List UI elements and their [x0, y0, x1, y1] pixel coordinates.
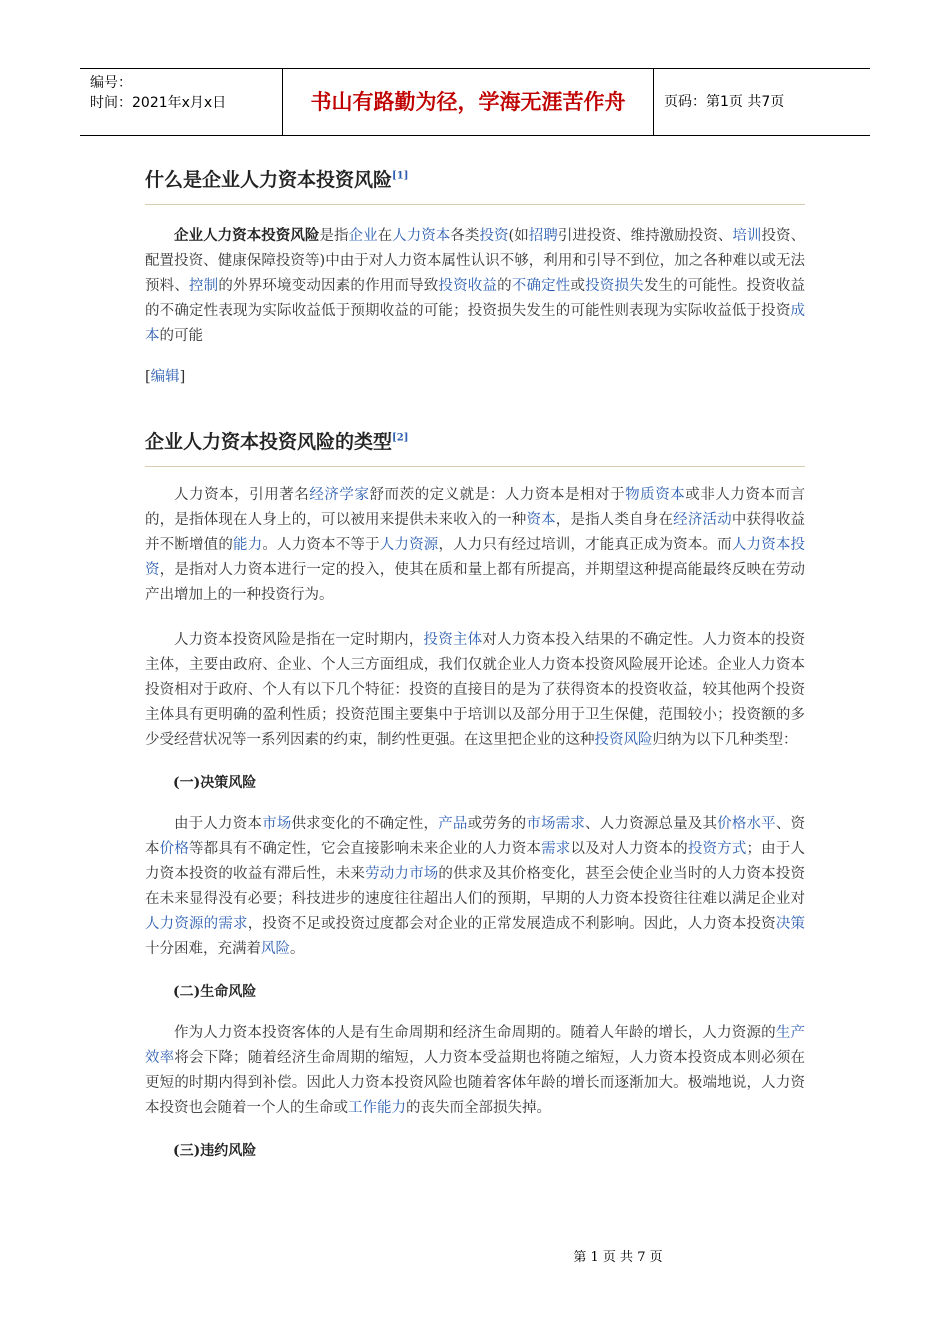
- text-run: 的外界环境变动因素的作用而导致: [218, 278, 439, 294]
- text-run: 将会下降；随着经济生命周期的缩短，人力资本受益期也将随之缩短，人力资本投资成本则必须在更短的时期内得到补偿。因此人力资本投资风险也随着客体年龄的增长而逐渐加大。极端地说，人力资本投资也会随着一个人的生命或: [145, 1050, 805, 1116]
- term-link[interactable]: 投资: [479, 228, 509, 244]
- term-link[interactable]: 投资方式: [687, 841, 747, 857]
- term-link[interactable]: 招聘: [528, 228, 558, 244]
- text-run: ，是指对人力资本进行一定的投入，使其在质和量上都有所提高，并期望这种提高能最终反映在劳动产出增加上的一种投资行为。: [145, 562, 805, 603]
- edit-link[interactable]: 编辑: [150, 369, 180, 385]
- text-run: 、资本: [145, 816, 806, 857]
- term-link[interactable]: 物质资本: [625, 487, 686, 503]
- text-run: 的可能: [159, 328, 203, 344]
- term-link[interactable]: 控制: [189, 278, 219, 294]
- text-run: 十分困难，充满着: [145, 941, 261, 957]
- number-label: 编号：: [90, 75, 132, 91]
- subheading-default-risk: (三)违约风险: [173, 1143, 257, 1159]
- text-run: 各类: [450, 228, 480, 244]
- term-link[interactable]: 产品: [438, 816, 468, 832]
- term-link[interactable]: 不确定性: [511, 278, 571, 294]
- edit-bracket-close: ]: [179, 369, 186, 385]
- term-link[interactable]: 市场: [262, 816, 292, 832]
- header-page-label: 页码：第1页 共7页: [664, 94, 785, 110]
- document-header: [80, 68, 870, 136]
- subheading-life-risk: (二)生命风险: [173, 984, 257, 1000]
- page-footer: 第 1 页 共 7 页: [573, 1250, 663, 1265]
- text-run: 、人力资源总量及其: [585, 816, 718, 832]
- term-link[interactable]: 经济学家: [309, 487, 370, 503]
- term-link[interactable]: 市场需求: [526, 816, 586, 832]
- text-run: 对人力资本投入结果的不确定性。人力资本的投资主体，主要由政府、企业、个人三方面组成，我们仅就企业人力资本投资风险展开论述。企业人力资本投资相对于政府、个人有以下几个特征：投资的直接目的是为了获得资本的投资收益，较其他两个投资主体具有更明确的盈利性质；投资范围主要集中于培训以及部分用于卫生保健，范围较小；投资额的多少受经营状况等一系列因素的约束，制约性更强。在这里把企业的这种: [145, 632, 806, 748]
- term-link[interactable]: 价格水平: [717, 816, 776, 832]
- text-run: ，投资不足或投资过度都会对企业的正常发展造成不利影响。因此，人力资本投资: [247, 916, 776, 932]
- date-label: 时间：2021年x月x日: [90, 95, 227, 111]
- term-link[interactable]: 资本: [526, 512, 556, 528]
- text-run: ，人力只有经过培训，才能真正成为资本。而: [438, 537, 732, 553]
- term-link[interactable]: 价格: [159, 841, 190, 857]
- subheading-decision-risk: (一)决策风险: [173, 775, 257, 791]
- text-run: 。人力资本不等于: [262, 537, 380, 553]
- term-link[interactable]: 人力资本投资: [145, 537, 806, 578]
- term-link[interactable]: 投资损失: [585, 278, 644, 294]
- text-run: 投资、配置投资、健康保障投资等)中由于对人力资本属性认识不够，利用和引导不到位，加之各种难以或无法预料、: [145, 228, 806, 294]
- section-title-text: 什么是企业人力资本投资风险: [145, 169, 393, 191]
- reference-link-2[interactable]: [2]: [392, 432, 409, 444]
- text-run: 人力资本，引用著名: [174, 487, 310, 503]
- text-run: 在: [377, 228, 393, 244]
- text-run: 等都具有不确定性，它会直接影响未来企业的人力资本: [189, 841, 542, 857]
- text-run: ；由于人力资本投资的收益有滞后性，未来: [145, 841, 806, 882]
- term-link[interactable]: 劳动力市场: [365, 866, 439, 882]
- text-run: 或非人力资本而言的，是指体现在人身上的，可以被用来提供未来收入的一种: [145, 487, 806, 528]
- text-run: 舒而茨的定义就是：人力资本是相对于: [369, 487, 626, 503]
- term-link[interactable]: 人力资本: [392, 228, 451, 244]
- term-link[interactable]: 决策: [775, 916, 806, 932]
- section-title-types: [145, 422, 805, 467]
- header-motto: 书山有路勤为径，学海无涯苦作舟: [282, 69, 654, 135]
- section-title-definition: [145, 160, 805, 205]
- term-link[interactable]: 人力资源的需求: [145, 916, 248, 932]
- human-capital-paragraph: [145, 483, 805, 608]
- text-run: 中获得收益并不断增值的: [145, 512, 806, 553]
- text-run: 作为人力资本投资客体的人是有生命周期和经济生命周期的。随着人年龄的增长，人力资源的: [174, 1025, 776, 1041]
- text-run: 是指: [319, 228, 349, 244]
- text-run: 。: [290, 941, 305, 957]
- edit-section: [145, 365, 805, 390]
- text-run: 或劳务的: [467, 816, 527, 832]
- term-link[interactable]: 投资风险: [594, 732, 653, 748]
- term-link[interactable]: 能力: [233, 537, 263, 553]
- text-run: 人力资本投资风险是指在一定时期内，: [174, 632, 424, 648]
- header-meta: [80, 69, 282, 135]
- text-run: 的: [497, 278, 512, 294]
- article-content: [145, 160, 805, 1164]
- bold-term: 企业人力资本投资风险: [174, 227, 320, 244]
- term-link[interactable]: 投资收益: [438, 278, 498, 294]
- text-run: (如: [508, 228, 529, 244]
- text-run: 的供求及其价格变化，甚至会使企业当时的人力资本投资在未来显得没有必要；科技进步的速度往往超出人们的预期，早期的人力资本投资往往难以满足企业对: [145, 866, 806, 907]
- text-run: ，是指人类自身在: [555, 512, 674, 528]
- text-run: 或: [570, 278, 586, 294]
- term-link[interactable]: 工作能力: [348, 1100, 406, 1116]
- reference-link-1[interactable]: [1]: [392, 170, 409, 182]
- term-link[interactable]: 成本: [145, 303, 805, 344]
- investment-risk-paragraph: [145, 628, 805, 753]
- text-run: 供求变化的不确定性，: [291, 816, 439, 832]
- term-link[interactable]: 生产效率: [145, 1025, 806, 1066]
- text-run: 归纳为以下几种类型：: [652, 732, 798, 748]
- term-link[interactable]: 经济活动: [673, 512, 732, 528]
- section-title-text: 企业人力资本投资风险的类型: [145, 431, 393, 453]
- term-link[interactable]: 需求: [541, 841, 571, 857]
- text-run: 由于人力资本: [174, 816, 263, 832]
- decision-risk-paragraph: [145, 812, 805, 962]
- text-run: 的丧失而全部损失掉。: [406, 1100, 551, 1116]
- text-run: 发生的可能性。投资收益的不确定性表现为实际收益低于预期收益的可能；投资损失发生的可能性则表现为实际收益低于投资: [145, 278, 806, 319]
- definition-paragraph: [145, 223, 805, 349]
- text-run: 引进投资、维持激励投资、: [557, 228, 733, 244]
- text-run: 以及对人力资本的: [570, 841, 688, 857]
- term-link[interactable]: 投资主体: [423, 632, 483, 648]
- life-risk-paragraph: [145, 1021, 805, 1121]
- term-link[interactable]: 企业: [348, 228, 378, 244]
- term-link[interactable]: 培训: [732, 228, 762, 244]
- edit-bracket-open: [: [145, 369, 151, 385]
- term-link[interactable]: 人力资源: [379, 537, 439, 553]
- term-link[interactable]: 风险: [261, 941, 290, 957]
